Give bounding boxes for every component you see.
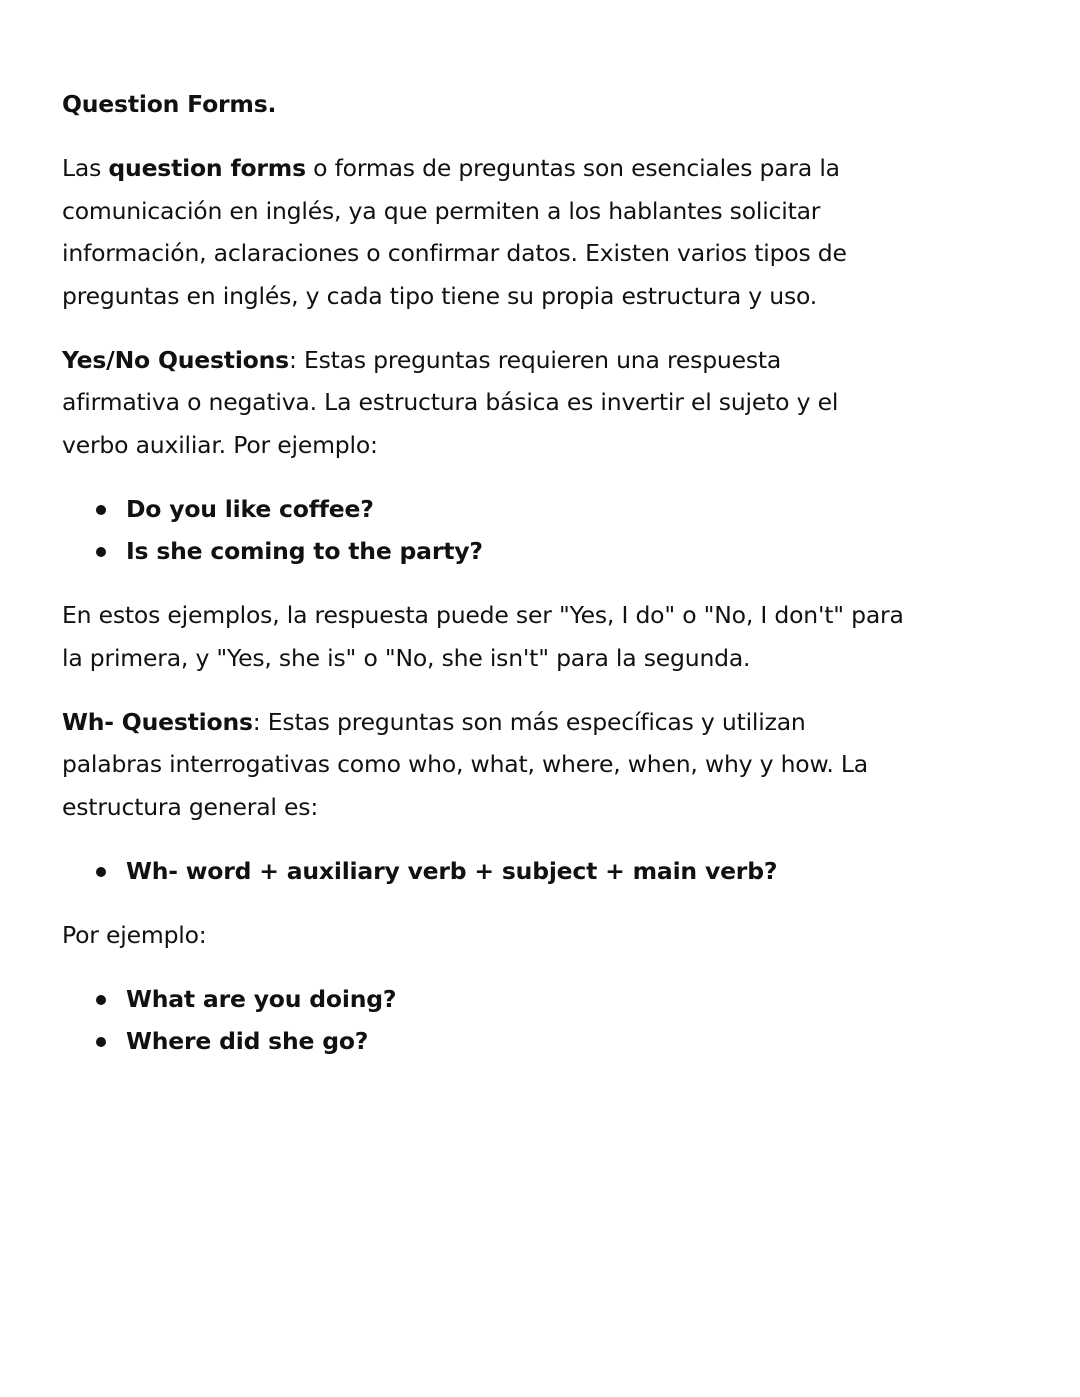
wh-line: estructura general es: [62,792,319,821]
bullet-icon [96,505,106,515]
intro-line [62,147,1022,190]
wh-line [62,701,1022,744]
answers-line: la primera, y "Yes, she is" o "No, she isn't" para la segunda. [62,643,751,672]
example-text: What are you doing? [126,984,397,1013]
document-title: Question Forms. [62,90,277,118]
answers-line: En estos ejemplos, la respuesta puede ser "Yes, I do" o "No, I don't" para [62,601,904,629]
wh-structure-list [62,850,1022,893]
bold-term: Wh- Questions [62,707,253,736]
yesno-line: verbo auxiliar. Por ejemplo: [62,430,378,459]
bullet-icon [96,867,106,877]
list-item [62,978,1022,1021]
example-text: Is she coming to the party? [126,537,483,565]
list-item [62,850,1022,893]
text: : Estas preguntas requieren una respuesta [288,345,782,374]
example-text: Do you like coffee? [126,494,374,523]
document-page [62,83,1022,1084]
example-intro: Por ejemplo: [62,920,207,949]
answers-paragraph [62,594,1022,679]
bullet-icon [96,995,106,1005]
list-item [62,1020,1022,1063]
bold-term: question forms [108,154,306,182]
intro-line: comunicación en inglés, ya que permiten a los hablantes solicitar [62,196,821,225]
text: Las [62,154,109,182]
structure-text: Wh- word + auxiliary verb + subject + main verb? [126,856,778,885]
wh-examples-list [62,978,1022,1063]
list-item [62,488,1022,531]
yesno-examples-list [62,488,1022,573]
bold-term: Yes/No Questions [62,345,289,374]
text: : Estas preguntas son más específicas y utilizan [252,707,806,736]
example-text: Where did she go? [126,1027,369,1055]
list-item [62,530,1022,573]
intro-line: información, aclaraciones o confirmar datos. Existen varios tipos de [62,239,847,267]
wh-line: palabras interrogativas como who, what, where, when, why y how. La [62,750,868,778]
yesno-line: afirmativa o negativa. La estructura básica es invertir el sujeto y el [62,388,839,416]
intro-line: preguntas en inglés, y cada tipo tiene su propia estructura y uso. [62,281,818,310]
yesno-paragraph [62,339,1022,467]
intro-paragraph [62,147,1022,317]
yesno-line [62,339,1022,382]
text: o formas de preguntas son esenciales para la [305,154,840,182]
wh-paragraph [62,701,1022,829]
bullet-icon [96,1037,106,1047]
bullet-icon [96,547,106,557]
